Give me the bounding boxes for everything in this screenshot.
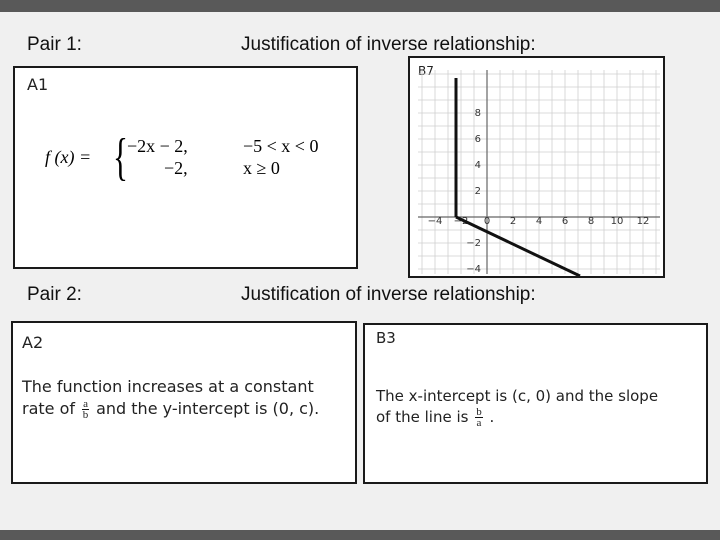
b3-line2-prefix: of the line is <box>376 408 469 426</box>
y-tick-label: 8 <box>474 108 481 119</box>
b3-fraction <box>475 407 483 428</box>
a2-fraction-numerator: a <box>83 398 88 410</box>
b3-line2-suffix: . <box>489 408 495 426</box>
x-tick-label: −2 <box>453 216 469 227</box>
top-bar <box>0 0 720 12</box>
card-b3 <box>363 323 708 484</box>
function-name: f (x) = <box>45 147 92 167</box>
case1-expression: −2x − 2, <box>127 136 188 156</box>
a2-line2-suffix: and the y-intercept is (0, c). <box>96 399 320 418</box>
card-a2-label: A2 <box>22 333 44 352</box>
a2-statement-line1: The function increases at a constant <box>22 377 314 396</box>
pair2-label: Pair 2: <box>27 284 82 305</box>
a2-statement-line2 <box>22 399 319 420</box>
y-tick-label: 6 <box>474 134 481 145</box>
a2-line2-prefix: rate of <box>22 399 76 418</box>
b3-statement-line1: The x-intercept is (c, 0) and the slope <box>376 387 659 405</box>
y-tick-label: 2 <box>474 186 481 197</box>
a2-fraction <box>82 399 89 420</box>
x-tick-label: −4 <box>427 216 443 227</box>
pair1-label: Pair 1: <box>27 34 82 55</box>
card-b7 <box>408 56 665 278</box>
pair2-justification-heading: Justification of inverse relationship: <box>241 284 536 305</box>
x-tick-label: 8 <box>587 216 595 227</box>
y-tick-label: −2 <box>466 238 481 249</box>
case2-expression: −2, <box>164 158 188 178</box>
left-brace: { <box>112 129 128 186</box>
b7-graph <box>410 58 663 276</box>
card-a2 <box>11 321 357 484</box>
x-tick-label: 2 <box>509 216 517 227</box>
b3-statement-line2 <box>376 407 494 428</box>
pair1-justification-heading: Justification of inverse relationship: <box>241 34 536 55</box>
card-a1-label: A1 <box>27 75 49 94</box>
a2-fraction-denominator: b <box>82 409 89 421</box>
case1-condition: −5 < x < 0 <box>243 136 319 156</box>
y-tick-label: 4 <box>474 160 481 171</box>
card-b7-label: B7 <box>418 64 434 78</box>
graph-grid <box>418 70 660 274</box>
x-tick-label: 12 <box>636 216 650 227</box>
x-tick-label: 10 <box>610 216 624 227</box>
x-tick-label: 0 <box>483 216 491 227</box>
card-a1 <box>13 66 358 269</box>
bottom-bar <box>0 530 720 540</box>
x-tick-label: 4 <box>535 216 543 227</box>
b3-fraction-numerator: b <box>476 406 482 418</box>
b3-fraction-denominator: a <box>476 417 482 429</box>
case2-condition: x ≥ 0 <box>243 158 280 178</box>
y-tick-label: −4 <box>466 264 481 275</box>
card-b3-label: B3 <box>376 329 396 347</box>
x-tick-label: 6 <box>561 216 569 227</box>
piecewise-function <box>45 129 345 186</box>
x-tick-labels <box>428 216 650 227</box>
